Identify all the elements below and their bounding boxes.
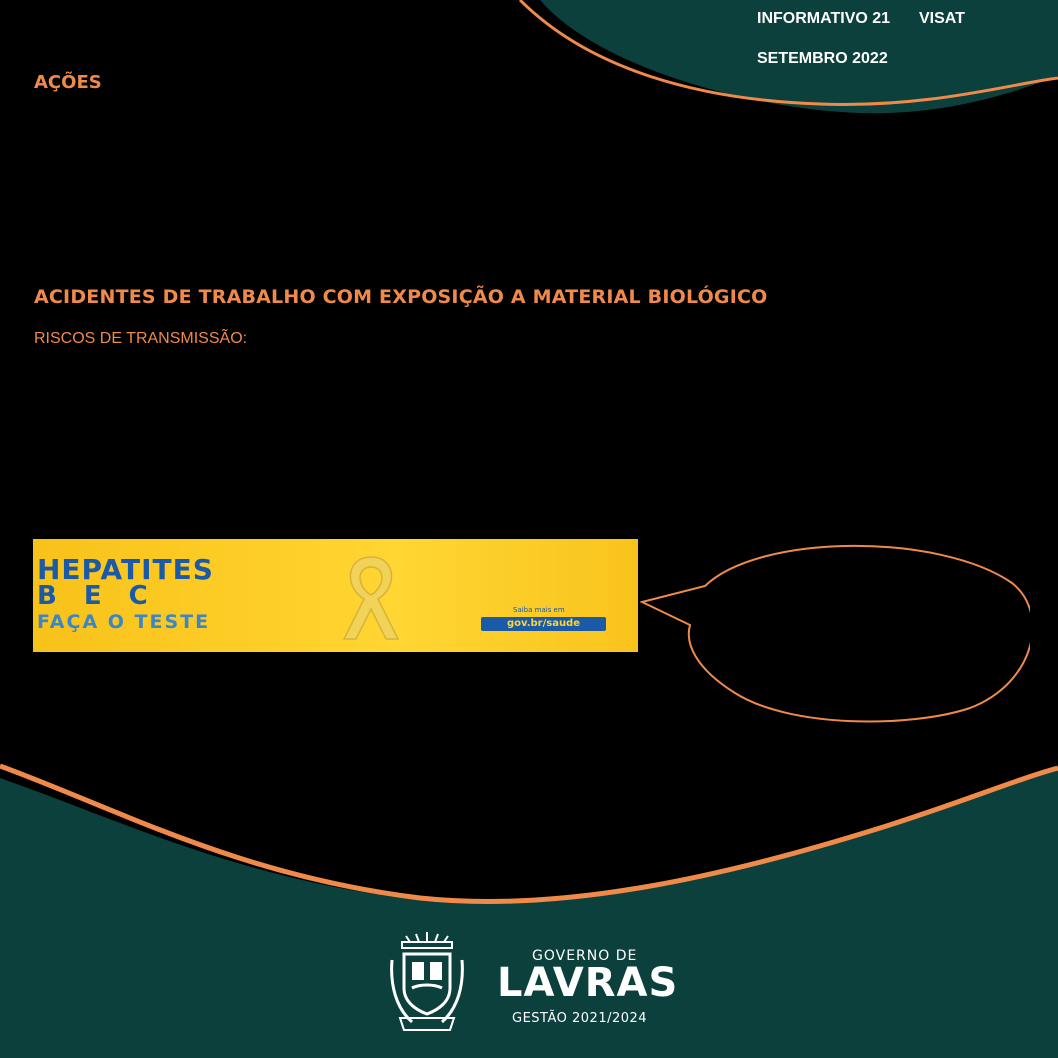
hepatitis-banner [33,539,638,652]
footer-gov-label: GOVERNO DE [532,948,638,964]
article-title: ACIDENTES DE TRABALHO COM EXPOSIÇÃO A MATERIAL BIOLÓGICO [34,286,768,308]
city-coat-of-arms-icon [386,930,468,1034]
banner-more-info-text: Saiba mais em [513,606,565,614]
yellow-ribbon-icon [316,547,426,647]
banner-line-2: B E C [37,581,157,611]
footer-city-name: LAVRAS [497,960,679,1006]
banner-line-3: FAÇA O TESTE [37,611,211,633]
footer-gestao-label: GESTÃO 2021/2024 [512,1011,648,1026]
article-subtitle: RISCOS DE TRANSMISSÃO: [34,330,248,347]
banner-line-1: HEPATITES [37,553,214,586]
banner-site-link[interactable]: gov.br/saude [481,617,606,631]
speech-bubble [640,543,1030,723]
section-label: AÇÕES [34,72,102,93]
informativo-number: INFORMATIVO 21 [757,10,891,27]
visat-label: VISAT [919,10,965,27]
issue-date: SETEMBRO 2022 [757,50,888,67]
